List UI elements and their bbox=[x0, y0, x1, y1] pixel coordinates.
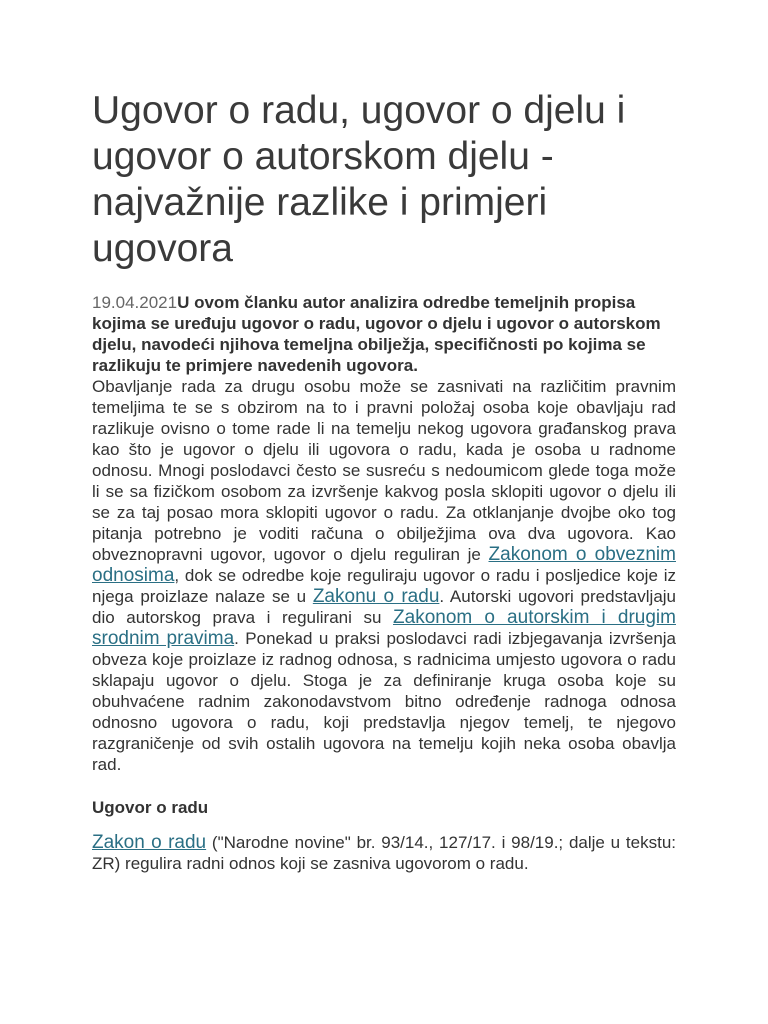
section-text: ("Narodne novine" br. 93/14., 127/17. i 98/19.; dalje u tekstu: ZR) regulira radni odnos koji se zasniva ugovorom o radu. bbox=[92, 833, 676, 873]
article-lead bbox=[92, 292, 676, 376]
article-date: 19.04.2021 bbox=[92, 293, 178, 312]
link-zakon-o-autorskom-pravu[interactable]: Zakonom o autorskim i drugim srodnim pravima bbox=[92, 607, 676, 649]
intro-text-1: Obavljanje rada za drugu osobu može se zasnivati na različitim pravnim temeljima te se s obzirom na to i pravni položaj osoba koje obavljaju rad razlikuje ovisno o tome rade li na temelju nekog ugovora građanskog prava kao što je ugovor o djelu ili ugovora o radu, kada je osoba u radnome odnosu. Mnogi poslodavci često se susreću s nedoumicom glede toga može li se sa fizičkom osobom za izvršenje kakvog posla sklopiti ugovor o djelu ili se za taj posao mora sklopiti ugovor o radu. Za otklanjanje dvojbe oko tog pitanja potrebno je voditi računa o obilježjima ova dva ugovora. Kao obveznopravni ugovor, ugovor o djelu reguliran je bbox=[92, 377, 676, 564]
article-title: Ugovor o radu, ugovor o djelu i ugovor o autorskom djelu - najvažnije razlike i primjeri ugovora bbox=[92, 89, 626, 270]
intro-text-4: . Ponekad u praksi poslodavci radi izbjegavanja izvršenja obveza koje proizlaze iz radnog odnosa, s radnicima umjesto ugovora o radu sklapaju ugovor o djelu. Stoga je za definiranje kruga osoba koje su obuhvaćene radnim zakonodavstvom bitno određenje radnoga odnosa odnosno ugovora o radu, koji predstavlja njegov temelj, te njegovo razgraničenje od svih ostalih ugovora na temelju kojih neka osoba obavlja rad. bbox=[92, 629, 676, 774]
link-zakon-o-radu[interactable]: Zakonu o radu bbox=[312, 586, 440, 607]
article bbox=[92, 88, 676, 874]
intro-paragraph bbox=[92, 376, 676, 775]
link-zakon-o-radu-section[interactable]: Zakon o radu bbox=[92, 832, 207, 853]
section-paragraph bbox=[92, 832, 676, 874]
section-heading-ugovor-o-radu: Ugovor o radu bbox=[92, 798, 209, 817]
intro-text-2: , dok se odredbe koje reguliraju ugovor o radu i posljedice koje iz njega proizlaze nalaze se u bbox=[92, 566, 676, 606]
intro-text-3: . Autorski ugovori predstavljaju dio autorskog prava i regulirani su bbox=[92, 587, 676, 627]
link-zakon-o-obveznim-odnosima[interactable]: Zakonom o obveznim odnosima bbox=[92, 544, 676, 586]
lead-summary: U ovom članku autor analizira odredbe temeljnih propisa kojima se uređuju ugovor o radu, ugovor o djelu i ugovor o autorskom djelu, navodeći njihova temeljna obilježja, specifičnosti po kojima se razlikuju te primjere navedenih ugovora. bbox=[92, 293, 661, 375]
